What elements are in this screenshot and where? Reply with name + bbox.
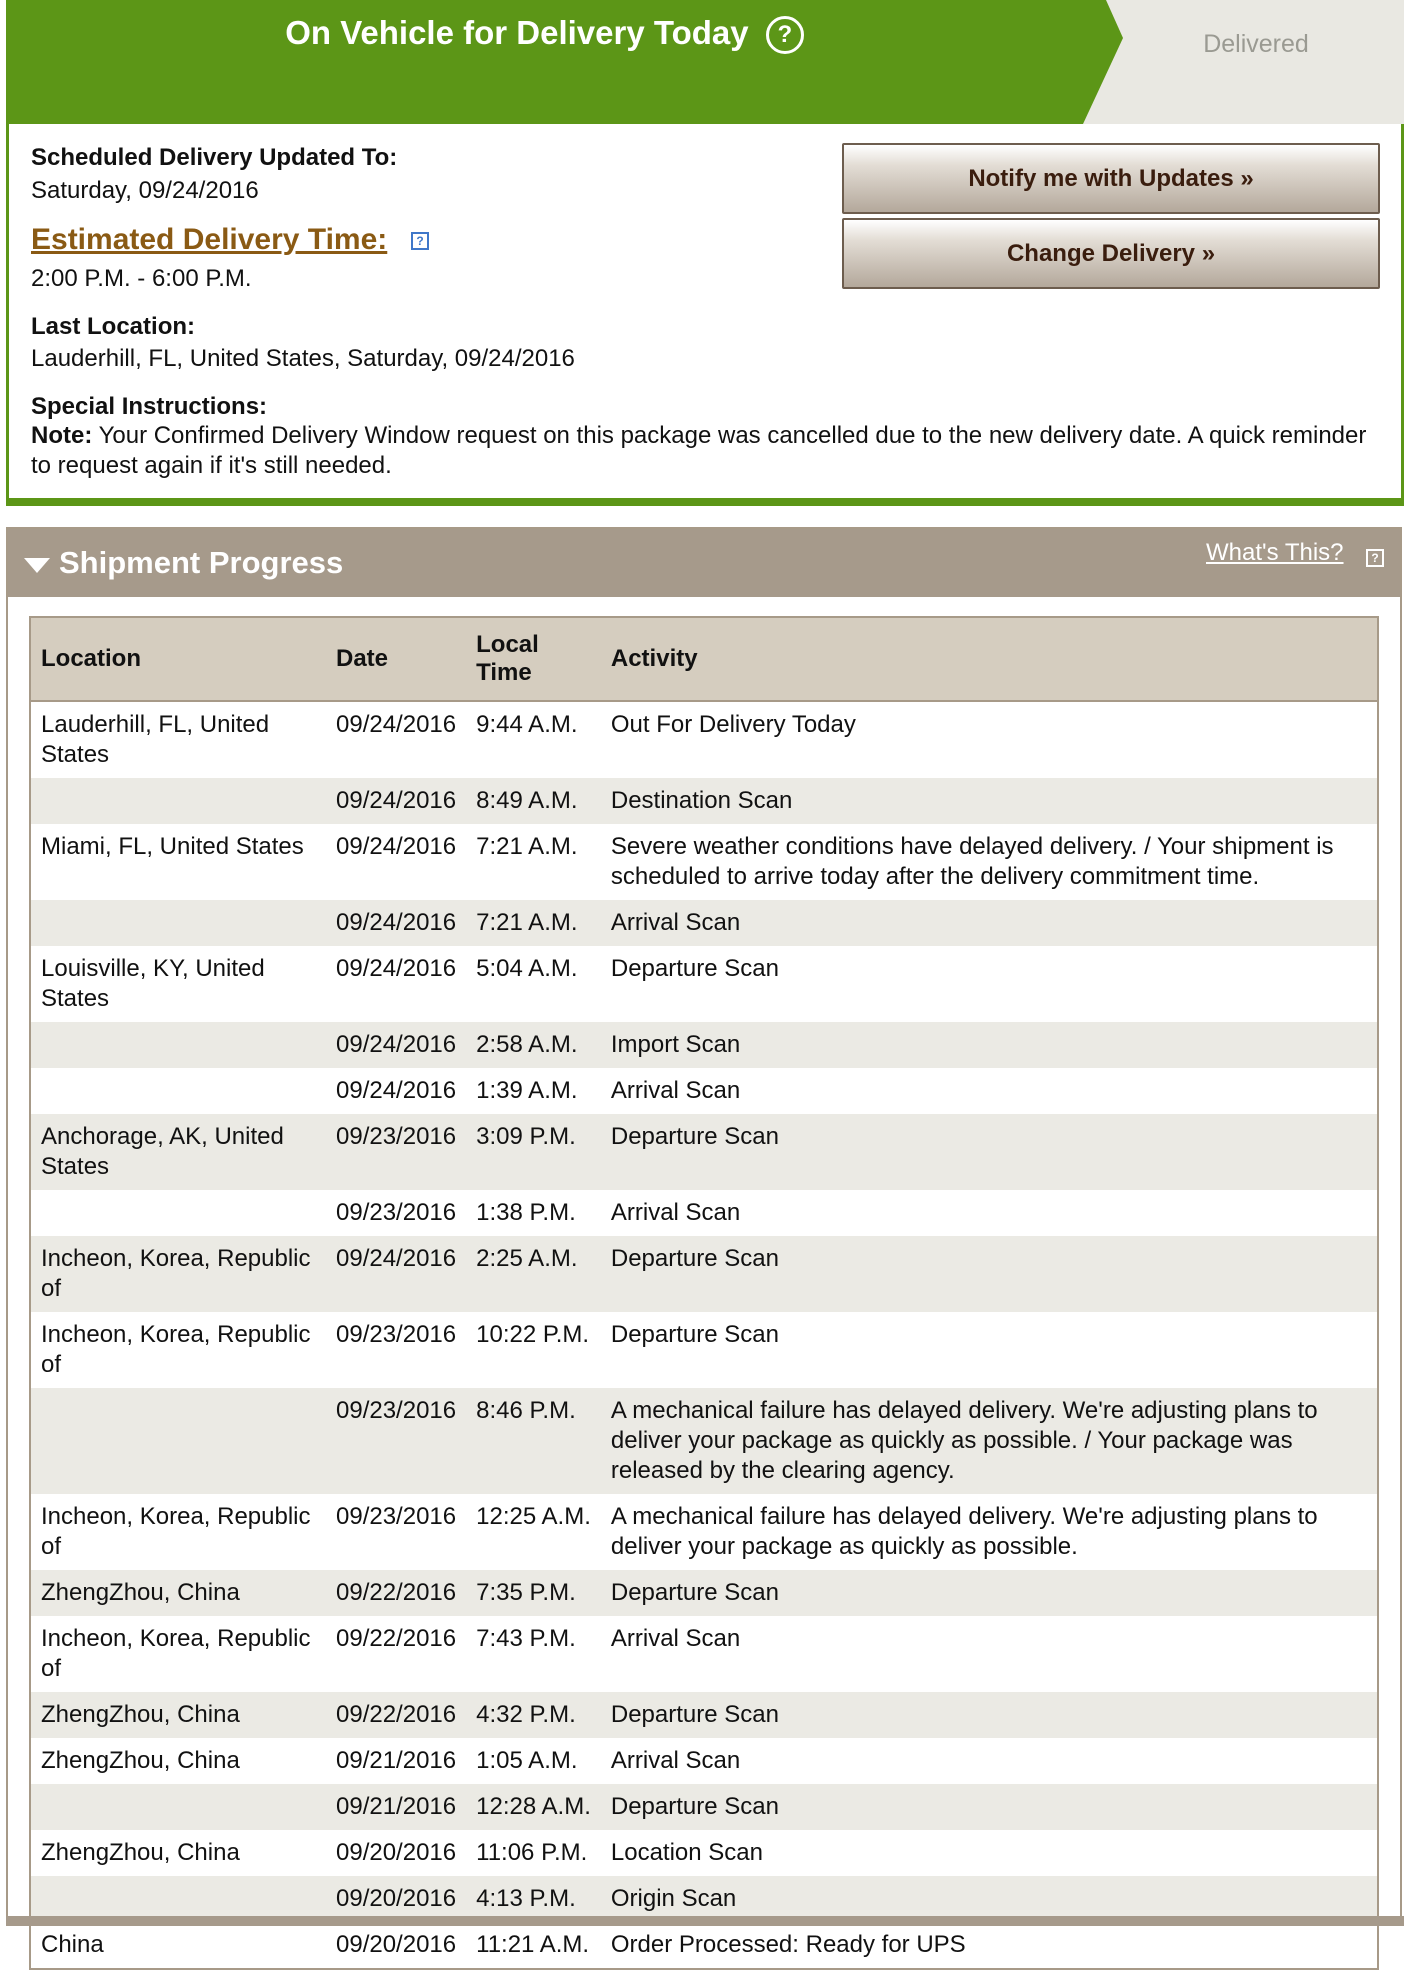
table-row xyxy=(30,1022,1378,1068)
cell-location: ZhengZhou, China xyxy=(30,1692,326,1738)
cell-local-time: 8:46 P.M. xyxy=(466,1388,601,1494)
scheduled-delivery-label: Scheduled Delivery Updated To: xyxy=(31,144,398,171)
cell-location xyxy=(30,1068,326,1114)
cell-local-time: 9:44 A.M. xyxy=(476,711,578,738)
table-header-row xyxy=(30,617,1378,701)
cell-activity: Departure Scan xyxy=(601,1236,1378,1312)
cell-local-time: 7:21 A.M. xyxy=(476,833,578,860)
panel-footer-strip xyxy=(6,1916,1404,1926)
table-row xyxy=(30,1830,1378,1876)
cell-local-time: 11:06 P.M. xyxy=(476,1839,588,1866)
cell-location xyxy=(30,778,326,824)
cell-date: 09/22/2016 xyxy=(336,1625,457,1652)
cell-date: 09/23/2016 xyxy=(336,1321,457,1348)
shipment-progress-table xyxy=(29,616,1379,1970)
whats-this-link[interactable]: What's This? xyxy=(1206,539,1344,566)
note-text: Your Confirmed Delivery Window request on this package was cancelled due to the new delivery date. A quick reminder to request again if it's still needed. xyxy=(31,422,1367,479)
note-label: Note: xyxy=(31,422,93,449)
cell-activity: Destination Scan xyxy=(601,778,1378,824)
cell-location: China xyxy=(41,1931,104,1958)
cell-date: 09/20/2016 xyxy=(336,1931,457,1958)
cell-location xyxy=(30,1190,326,1236)
cell-local-time: 4:13 P.M. xyxy=(466,1876,601,1922)
cell-local-time: 5:04 A.M. xyxy=(476,955,578,982)
special-instructions-label: Special Instructions: xyxy=(31,393,268,420)
cell-date: 09/24/2016 xyxy=(326,778,466,824)
cell-activity: A mechanical failure has delayed delivery. We're adjusting plans to deliver your package as quickly as possible. / Your package was released by the clearing agency. xyxy=(601,1388,1378,1494)
cell-location: ZhengZhou, China xyxy=(41,1839,240,1866)
cell-local-time: 8:49 A.M. xyxy=(466,778,601,824)
table-row xyxy=(30,1236,1378,1312)
cell-location: Incheon, Korea, Republic of xyxy=(41,1321,311,1378)
last-location-value: Lauderhill, FL, United States, Saturday, 09/24/2016 xyxy=(31,345,575,372)
table-row xyxy=(30,701,1378,778)
estimated-delivery-time-link[interactable]: Estimated Delivery Time: xyxy=(31,223,388,256)
cell-date: 09/24/2016 xyxy=(336,955,457,982)
cell-location xyxy=(30,1022,326,1068)
table-row xyxy=(30,778,1378,824)
cell-date: 09/24/2016 xyxy=(326,900,466,946)
cell-local-time: 7:35 P.M. xyxy=(466,1570,601,1616)
last-location-label: Last Location: xyxy=(31,313,196,340)
cell-activity: Departure Scan xyxy=(601,1784,1378,1830)
cell-local-time: 11:21 A.M. xyxy=(476,1931,590,1958)
cell-location: Lauderhill, FL, United States xyxy=(41,711,270,768)
cell-activity: Departure Scan xyxy=(601,1570,1378,1616)
cell-location: Louisville, KY, United States xyxy=(41,955,265,1012)
cell-local-time: 12:28 A.M. xyxy=(466,1784,601,1830)
estimated-delivery-time-value: 2:00 P.M. - 6:00 P.M. xyxy=(31,265,252,292)
cell-date: 09/24/2016 xyxy=(336,711,457,738)
cell-date: 09/23/2016 xyxy=(336,1503,457,1530)
cell-local-time: 1:05 A.M. xyxy=(476,1747,578,1774)
cell-location xyxy=(30,900,326,946)
table-row xyxy=(30,900,1378,946)
status-title-text: On Vehicle for Delivery Today xyxy=(285,14,749,51)
cell-location: ZhengZhou, China xyxy=(30,1570,326,1616)
change-delivery-button[interactable]: Change Delivery » xyxy=(842,218,1380,289)
table-row xyxy=(30,1494,1378,1570)
cell-activity: Import Scan xyxy=(601,1022,1378,1068)
cell-location xyxy=(30,1784,326,1830)
cell-local-time: 1:38 P.M. xyxy=(476,1199,576,1226)
cell-local-time: 12:25 A.M. xyxy=(476,1503,591,1530)
table-row xyxy=(30,946,1378,1022)
cell-activity: Departure Scan xyxy=(610,1321,779,1348)
table-row xyxy=(30,1068,1378,1114)
cell-local-time: 2:58 A.M. xyxy=(466,1022,601,1068)
cell-location: Incheon, Korea, Republic of xyxy=(41,1503,311,1560)
cell-location: ZhengZhou, China xyxy=(41,1747,240,1774)
cell-date: 09/22/2016 xyxy=(326,1570,466,1616)
column-activity: Activity xyxy=(601,617,1378,701)
cell-local-time: 7:21 A.M. xyxy=(466,900,601,946)
cell-activity: Severe weather conditions have delayed delivery. / Your shipment is scheduled to arrive today after the delivery commitment time. xyxy=(610,833,1334,890)
column-date: Date xyxy=(326,617,466,701)
shipment-progress-title: Shipment Progress xyxy=(59,545,344,580)
help-square-icon[interactable]: ? xyxy=(411,232,429,250)
status-title xyxy=(6,11,1083,55)
shipment-progress-panel xyxy=(6,527,1402,1958)
cell-location: Anchorage, AK, United States xyxy=(30,1114,326,1190)
cell-local-time: 2:25 A.M. xyxy=(466,1236,601,1312)
cell-activity: Arrival Scan xyxy=(610,1199,741,1226)
cell-activity: Arrival Scan xyxy=(610,1077,741,1104)
status-banner xyxy=(6,0,1404,124)
cell-activity: Out For Delivery Today xyxy=(610,711,856,738)
column-location: Location xyxy=(30,617,326,701)
table-row xyxy=(30,1738,1378,1784)
table-row xyxy=(30,1388,1378,1494)
cell-activity: Location Scan xyxy=(610,1839,763,1866)
delivery-details xyxy=(6,124,1404,506)
cell-date: 09/23/2016 xyxy=(336,1199,457,1226)
cell-date: 09/21/2016 xyxy=(326,1784,466,1830)
table-row xyxy=(30,1570,1378,1616)
cell-date: 09/20/2016 xyxy=(336,1839,457,1866)
cell-location: Incheon, Korea, Republic of xyxy=(41,1625,311,1682)
cell-date: 09/24/2016 xyxy=(336,1077,457,1104)
table-row xyxy=(30,1114,1378,1190)
special-instructions-note xyxy=(31,421,1371,481)
cell-local-time: 4:32 P.M. xyxy=(466,1692,601,1738)
table-row xyxy=(30,1692,1378,1738)
scheduled-delivery-value: Saturday, 09/24/2016 xyxy=(31,177,259,204)
table-row xyxy=(30,1922,1378,1969)
cell-activity: Arrival Scan xyxy=(601,900,1378,946)
column-local-time-label: Local Time xyxy=(476,631,539,686)
cell-activity: Departure Scan xyxy=(601,1114,1378,1190)
cell-date: 09/24/2016 xyxy=(326,1236,466,1312)
cell-date: 09/20/2016 xyxy=(326,1876,466,1922)
cell-date: 09/21/2016 xyxy=(336,1747,457,1774)
cell-date: 09/23/2016 xyxy=(326,1388,466,1494)
cell-local-time: 3:09 P.M. xyxy=(466,1114,601,1190)
cell-date: 09/24/2016 xyxy=(336,833,457,860)
help-square-icon[interactable]: ? xyxy=(1366,549,1384,567)
column-local-time xyxy=(466,617,601,701)
cell-date: 09/22/2016 xyxy=(326,1692,466,1738)
cell-activity: Departure Scan xyxy=(610,955,779,982)
table-row xyxy=(30,1312,1378,1388)
cell-activity: A mechanical failure has delayed delivery. We're adjusting plans to deliver your package as quickly as possible. xyxy=(610,1503,1318,1560)
cell-date: 09/24/2016 xyxy=(326,1022,466,1068)
cell-location: Incheon, Korea, Republic of xyxy=(30,1236,326,1312)
cell-activity: Arrival Scan xyxy=(610,1625,741,1652)
cell-local-time: 1:39 A.M. xyxy=(476,1077,578,1104)
table-row xyxy=(30,1784,1378,1830)
cell-local-time: 10:22 P.M. xyxy=(476,1321,590,1348)
collapse-triangle-icon[interactable] xyxy=(24,558,50,573)
cell-activity: Order Processed: Ready for UPS xyxy=(610,1931,966,1958)
help-circle-icon[interactable]: ? xyxy=(766,16,804,54)
shipment-progress-header[interactable] xyxy=(8,529,1400,597)
table-row xyxy=(30,1190,1378,1236)
cell-location: Miami, FL, United States xyxy=(41,833,304,860)
table-row xyxy=(30,824,1378,900)
notify-updates-button[interactable]: Notify me with Updates » xyxy=(842,143,1380,214)
cell-location xyxy=(30,1388,326,1494)
cell-activity: Arrival Scan xyxy=(610,1747,741,1774)
table-row xyxy=(30,1616,1378,1692)
status-next-step-delivered: Delivered xyxy=(1203,30,1309,58)
cell-activity: Departure Scan xyxy=(601,1692,1378,1738)
cell-local-time: 7:43 P.M. xyxy=(476,1625,576,1652)
cell-activity: Origin Scan xyxy=(601,1876,1378,1922)
cell-date: 09/23/2016 xyxy=(326,1114,466,1190)
